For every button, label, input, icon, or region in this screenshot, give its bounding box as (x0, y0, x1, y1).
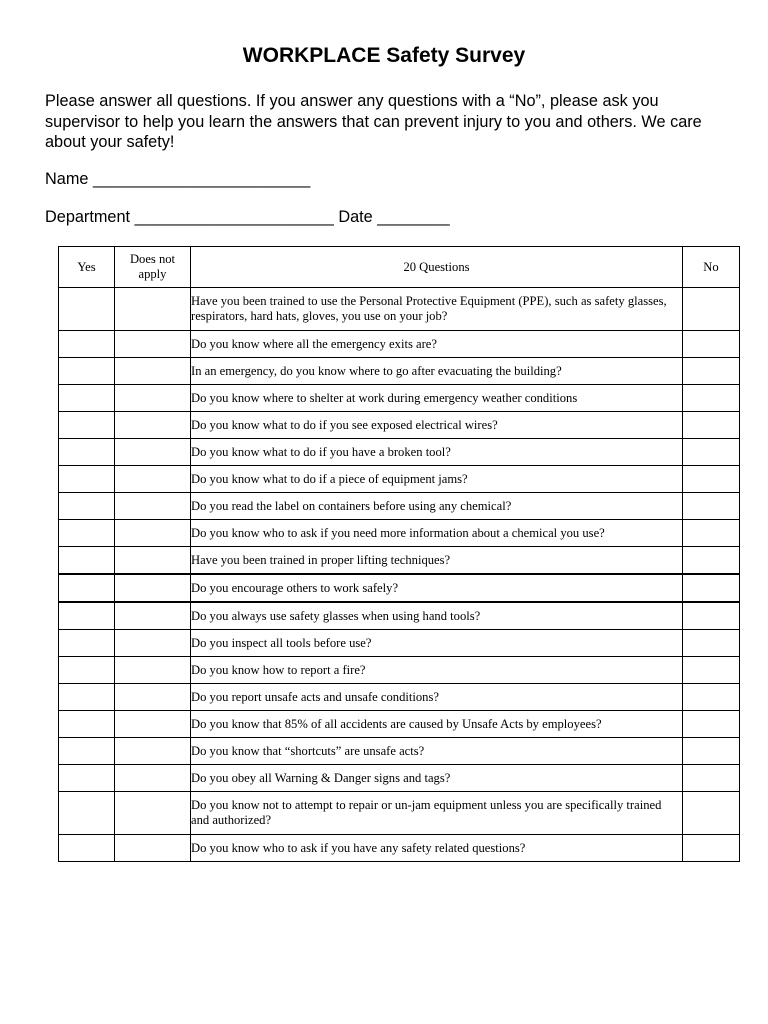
question-text: In an emergency, do you know where to go after evacuating the building? (191, 358, 683, 385)
question-text: Do you know what to do if a piece of equipment jams? (191, 466, 683, 493)
question-text: Do you know that “shortcuts” are unsafe acts? (191, 738, 683, 765)
question-text: Do you obey all Warning & Danger signs and tags? (191, 765, 683, 792)
question-text: Do you encourage others to work safely? (191, 574, 683, 602)
table-header-row (59, 247, 740, 288)
table-row (59, 711, 740, 738)
no-answer-cell[interactable] (683, 466, 740, 493)
no-answer-cell[interactable] (683, 493, 740, 520)
question-text: Do you know how to report a fire? (191, 657, 683, 684)
yes-answer-cell[interactable] (59, 331, 115, 358)
department-date-field-line: Department ______________________ Date ________ (45, 208, 450, 226)
does-not-apply-answer-cell[interactable] (115, 520, 191, 547)
does-not-apply-answer-cell[interactable] (115, 493, 191, 520)
does-not-apply-answer-cell[interactable] (115, 331, 191, 358)
yes-answer-cell[interactable] (59, 711, 115, 738)
no-answer-cell[interactable] (683, 738, 740, 765)
does-not-apply-answer-cell[interactable] (115, 412, 191, 439)
table-row (59, 412, 740, 439)
name-field-line: Name ________________________ (45, 170, 311, 188)
no-answer-cell[interactable] (683, 657, 740, 684)
does-not-apply-answer-cell[interactable] (115, 657, 191, 684)
intro-paragraph: Please answer all questions. If you answer any questions with a “No”, please ask you supervisor to help you learn the answers that can prevent injury to you and others. We care about your safety! (45, 92, 702, 151)
no-answer-cell[interactable] (683, 520, 740, 547)
does-not-apply-answer-cell[interactable] (115, 547, 191, 575)
yes-answer-cell[interactable] (59, 493, 115, 520)
table-row (59, 520, 740, 547)
question-text: Do you know not to attempt to repair or un-jam equipment unless you are specifically trained and authorized? (191, 792, 683, 835)
question-text: Do you know what to do if you see exposed electrical wires? (191, 412, 683, 439)
no-answer-cell[interactable] (683, 331, 740, 358)
yes-answer-cell[interactable] (59, 547, 115, 575)
yes-answer-cell[interactable] (59, 288, 115, 331)
table-row (59, 738, 740, 765)
yes-answer-cell[interactable] (59, 684, 115, 711)
table-row (59, 439, 740, 466)
yes-answer-cell[interactable] (59, 792, 115, 835)
question-text: Do you know who to ask if you need more information about a chemical you use? (191, 520, 683, 547)
no-answer-cell[interactable] (683, 288, 740, 331)
yes-answer-cell[interactable] (59, 412, 115, 439)
yes-answer-cell[interactable] (59, 520, 115, 547)
question-text: Do you know what to do if you have a broken tool? (191, 439, 683, 466)
table-row (59, 288, 740, 331)
no-answer-cell[interactable] (683, 711, 740, 738)
table-row (59, 385, 740, 412)
table-row (59, 657, 740, 684)
does-not-apply-answer-cell[interactable] (115, 288, 191, 331)
table-row (59, 331, 740, 358)
does-not-apply-answer-cell[interactable] (115, 835, 191, 862)
question-text: Do you read the label on containers before using any chemical? (191, 493, 683, 520)
yes-answer-cell[interactable] (59, 358, 115, 385)
yes-answer-cell[interactable] (59, 439, 115, 466)
question-text: Have you been trained to use the Personal Protective Equipment (PPE), such as safety glasses, respirators, hard hats, gloves, you use on your job? (191, 288, 683, 331)
no-answer-cell[interactable] (683, 439, 740, 466)
header-does-not-apply: Does not apply (115, 247, 191, 288)
table-row (59, 602, 740, 630)
no-answer-cell[interactable] (683, 835, 740, 862)
no-answer-cell[interactable] (683, 574, 740, 602)
table-row (59, 630, 740, 657)
question-text: Do you report unsafe acts and unsafe conditions? (191, 684, 683, 711)
table-row (59, 765, 740, 792)
header-questions: 20 Questions (191, 247, 683, 288)
table-row (59, 684, 740, 711)
survey-table-body (59, 288, 740, 862)
yes-answer-cell[interactable] (59, 385, 115, 412)
does-not-apply-answer-cell[interactable] (115, 574, 191, 602)
no-answer-cell[interactable] (683, 792, 740, 835)
does-not-apply-answer-cell[interactable] (115, 792, 191, 835)
table-row (59, 792, 740, 835)
yes-answer-cell[interactable] (59, 765, 115, 792)
does-not-apply-answer-cell[interactable] (115, 439, 191, 466)
question-text: Do you inspect all tools before use? (191, 630, 683, 657)
question-text: Do you always use safety glasses when using hand tools? (191, 602, 683, 630)
question-text: Do you know where all the emergency exits are? (191, 331, 683, 358)
does-not-apply-answer-cell[interactable] (115, 466, 191, 493)
table-row (59, 574, 740, 602)
no-answer-cell[interactable] (683, 602, 740, 630)
survey-table (58, 246, 740, 862)
yes-answer-cell[interactable] (59, 630, 115, 657)
question-text: Do you know who to ask if you have any safety related questions? (191, 835, 683, 862)
header-no: No (683, 247, 740, 288)
table-row (59, 493, 740, 520)
no-answer-cell[interactable] (683, 358, 740, 385)
does-not-apply-answer-cell[interactable] (115, 765, 191, 792)
page-title: WORKPLACE Safety Survey (242, 44, 526, 67)
does-not-apply-answer-cell[interactable] (115, 738, 191, 765)
does-not-apply-answer-cell[interactable] (115, 630, 191, 657)
table-row (59, 358, 740, 385)
no-answer-cell[interactable] (683, 765, 740, 792)
does-not-apply-answer-cell[interactable] (115, 358, 191, 385)
does-not-apply-answer-cell[interactable] (115, 684, 191, 711)
does-not-apply-answer-cell[interactable] (115, 602, 191, 630)
no-answer-cell[interactable] (683, 547, 740, 575)
header-yes: Yes (59, 247, 115, 288)
no-answer-cell[interactable] (683, 630, 740, 657)
no-answer-cell[interactable] (683, 684, 740, 711)
table-row (59, 466, 740, 493)
table-row (59, 835, 740, 862)
yes-answer-cell[interactable] (59, 574, 115, 602)
yes-answer-cell[interactable] (59, 466, 115, 493)
table-row (59, 547, 740, 575)
yes-answer-cell[interactable] (59, 835, 115, 862)
yes-answer-cell[interactable] (59, 602, 115, 630)
yes-answer-cell[interactable] (59, 738, 115, 765)
no-answer-cell[interactable] (683, 385, 740, 412)
question-text: Do you know that 85% of all accidents are caused by Unsafe Acts by employees? (191, 711, 683, 738)
does-not-apply-answer-cell[interactable] (115, 385, 191, 412)
no-answer-cell[interactable] (683, 412, 740, 439)
question-text: Have you been trained in proper lifting techniques? (191, 547, 683, 575)
does-not-apply-answer-cell[interactable] (115, 711, 191, 738)
yes-answer-cell[interactable] (59, 657, 115, 684)
question-text: Do you know where to shelter at work during emergency weather conditions (191, 385, 683, 412)
